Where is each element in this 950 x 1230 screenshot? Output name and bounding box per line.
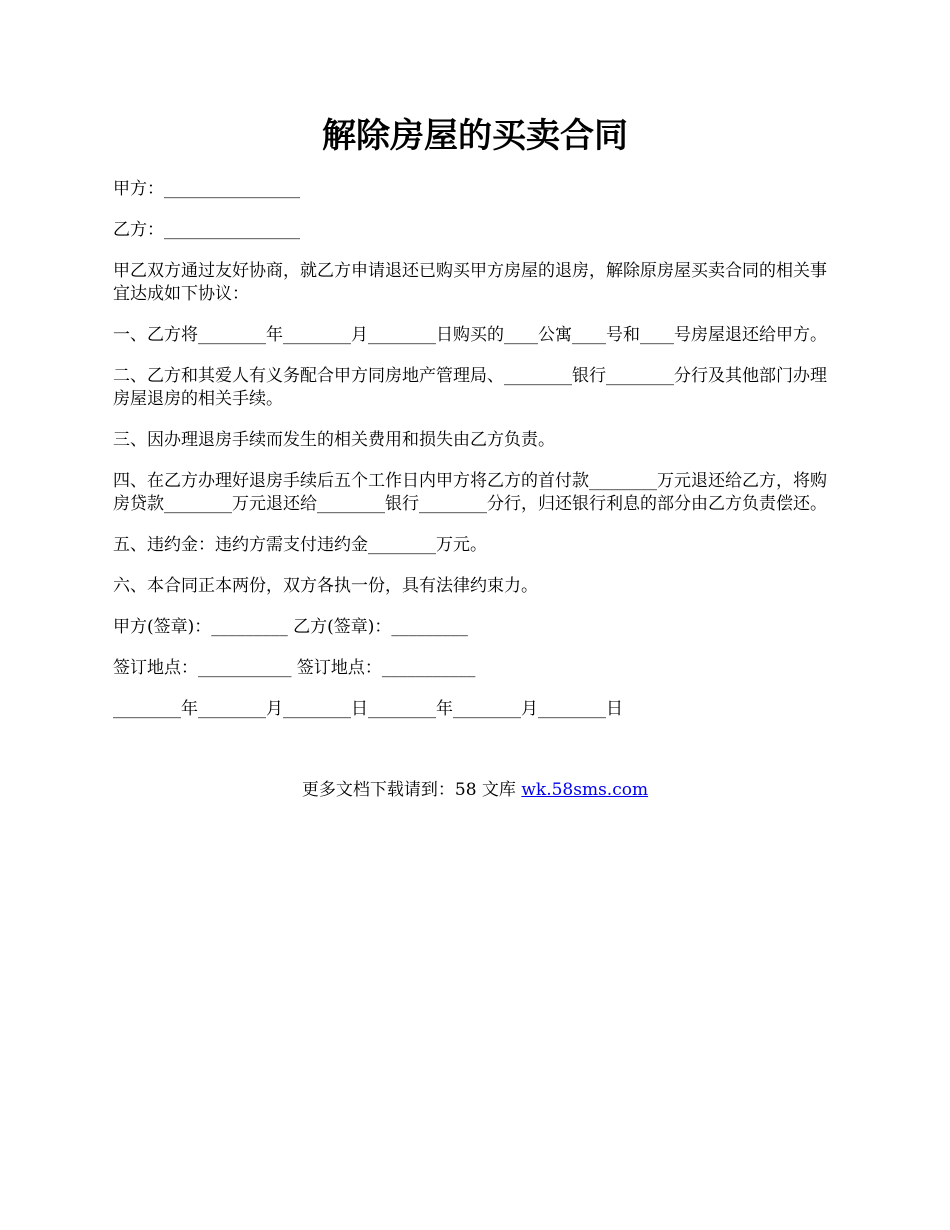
preamble-paragraph: 甲乙双方通过友好协商，就乙方申请退还已购买甲方房屋的退房，解除原房屋买卖合同的相关事宜达成如下协议： (113, 261, 827, 304)
footer-text: 更多文档下载请到：58 文库 (301, 780, 522, 800)
party-a-line: 甲方：________________ (113, 179, 300, 199)
download-footer (0, 778, 950, 802)
date-line: ________年________月________日________年________月________日 (113, 699, 623, 719)
clause-4: 四、在乙方办理好退房手续后五个工作日内甲方将乙方的首付款________万元退还给乙方，将购房贷款________万元退还给________银行________分行，归还银行利息的部分由乙方负责偿还。 (113, 471, 827, 514)
document-title: 解除房屋的买卖合同 (322, 116, 628, 156)
clause-3: 三、因办理退房手续而发生的相关费用和损失由乙方负责。 (113, 430, 555, 450)
signature-line: 甲方(签章)：_________ 乙方(签章)：_________ (113, 617, 468, 637)
party-b-line: 乙方：________________ (113, 220, 300, 240)
clause-2: 二、乙方和其爱人有义务配合甲方同房地产管理局、________银行________分行及其他部门办理房屋退房的相关手续。 (113, 366, 827, 409)
clause-5: 五、违约金：违约方需支付违约金________万元。 (113, 535, 487, 555)
signing-location-line: 签订地点：___________ 签订地点：___________ (113, 658, 476, 678)
footer-link[interactable]: wk.58sms.com (521, 780, 649, 800)
clause-6: 六、本合同正本两份，双方各执一份，具有法律约束力。 (113, 576, 538, 596)
clause-1: 一、乙方将________年________月________日购买的____公寓____号和____号房屋退还给甲方。 (113, 325, 827, 345)
document-body (113, 178, 839, 739)
